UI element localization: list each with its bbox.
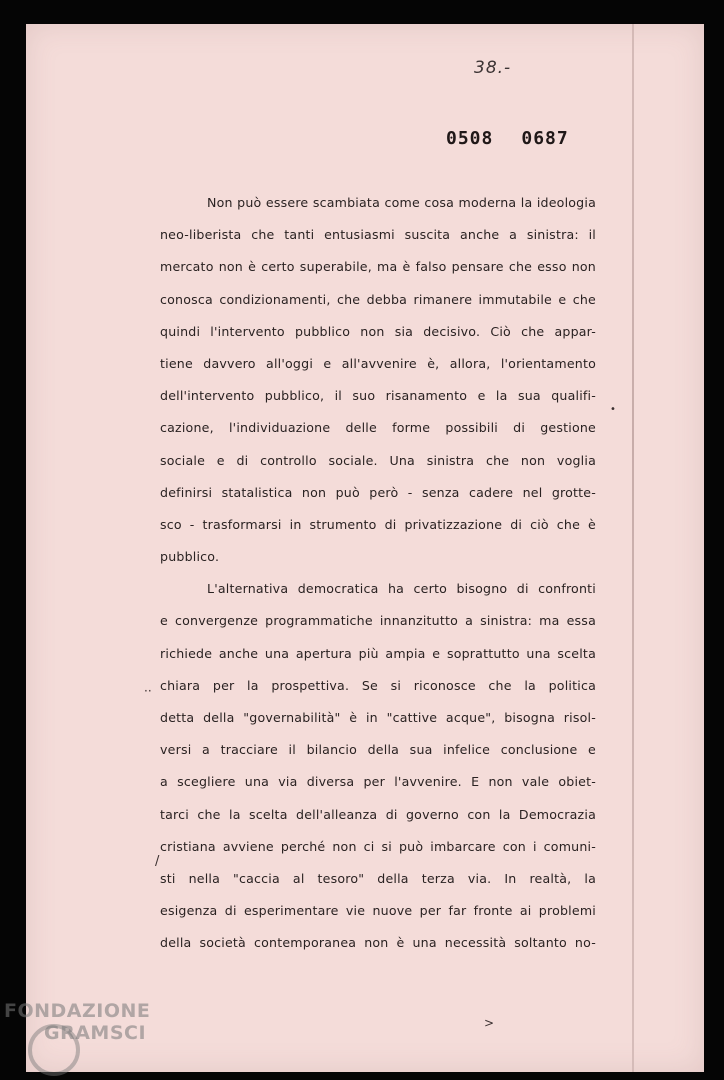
text-line: Non può essere scambiata come cosa moderna la ideologia	[207, 195, 596, 210]
text-line: sociale e di controllo sociale. Una sinistra che non voglia	[160, 452, 596, 468]
text-line: sti nella "caccia al tesoro" della terza via. In realtà, la	[160, 870, 596, 886]
text-line: definirsi statalistica non può però - senza cadere nel grotte-	[160, 484, 596, 500]
text-line: versi a tracciare il bilancio della sua infelice conclusione e	[160, 742, 596, 758]
text-line: quindi l'intervento pubblico non sia decisivo. Ciò che appar-	[160, 323, 596, 339]
archive-code-part-2: 0687	[521, 128, 569, 149]
text-line: chiara per la prospettiva. Se si riconosce che la politica	[160, 677, 596, 693]
stray-mark: ··	[144, 684, 152, 698]
stray-dot: •	[610, 404, 616, 415]
text-line: pubblico.	[160, 549, 220, 565]
watermark-line-1: FONDAZIONE	[4, 1000, 151, 1022]
text-line: mercato non è certo superabile, ma è falso pensare che esso non	[160, 259, 596, 275]
watermark-logo-ring	[28, 1024, 80, 1076]
watermark-line-2: GRAMSCI	[44, 1022, 147, 1044]
stray-mark: /	[155, 854, 160, 869]
text-line: cazione, l'individuazione delle forme possibili di gestione	[160, 420, 596, 436]
text-line: detta della "governabilità" è in "cattive acque", bisogna risol-	[160, 710, 596, 725]
text-line: a scegliere una via diversa per l'avvenire. E non vale obiet-	[160, 774, 596, 790]
text-line: tiene davvero all'oggi e all'avvenire è, allora, l'orientamento	[160, 355, 596, 371]
text-line: e convergenze programmatiche innanzitutto a sinistra: ma essa	[160, 613, 596, 629]
typed-body-text	[160, 190, 596, 963]
text-line: cristiana avviene perché non ci si può imbarcare con i comuni-	[160, 838, 596, 854]
handwritten-page-number: 38.-	[474, 58, 512, 78]
page-fold-line	[632, 24, 634, 1072]
text-line: conosca condizionamenti, che debba rimanere immutabile e che	[160, 291, 596, 307]
text-line: esigenza di esperimentare vie nuove per far fronte ai problemi	[160, 903, 596, 919]
text-line: neo-liberista che tanti entusiasmi suscita anche a sinistra: il	[160, 227, 596, 243]
text-line: tarci che la scelta dell'alleanza di governo con la Democrazia	[160, 806, 596, 822]
text-line: L'alternativa democratica ha certo bisogno di confronti	[207, 581, 596, 597]
text-line: della società contemporanea non è una necessità soltanto no-	[160, 935, 596, 951]
stray-mark: >	[484, 1016, 495, 1030]
text-line: sco - trasformarsi in strumento di privatizzazione di ciò che è	[160, 516, 596, 532]
archive-code	[446, 128, 597, 149]
text-line: dell'intervento pubblico, il suo risanamento e la sua qualifi-	[160, 388, 596, 404]
text-line: richiede anche una apertura più ampia e soprattutto una scelta	[160, 645, 596, 661]
archive-code-part-1: 0508	[446, 128, 494, 149]
